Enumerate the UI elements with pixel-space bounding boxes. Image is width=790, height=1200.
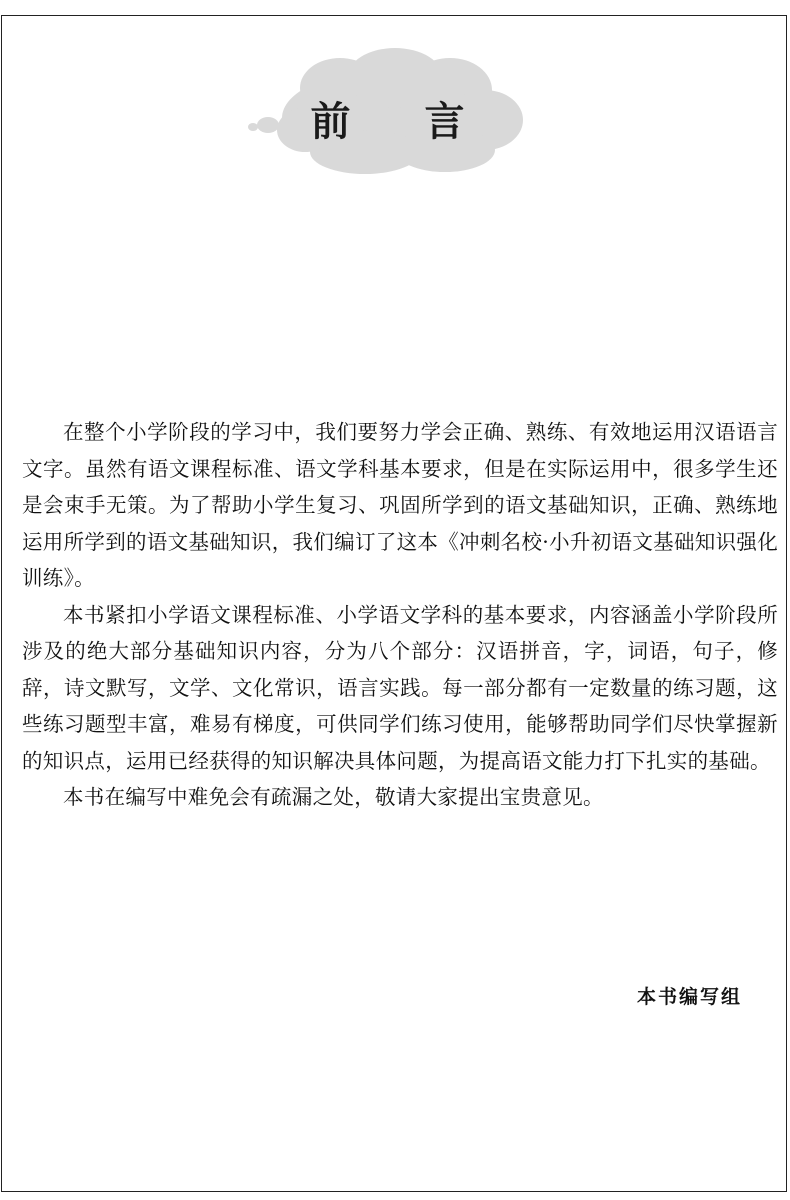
paragraph: 本书在编写中难免会有疏漏之处，敬请大家提出宝贵意见。 bbox=[63, 785, 604, 809]
paragraph: 本书紧扣小学语文课程标准、小学语文学科的基本要求，内容涵盖小学阶段所涉及的绝大部分基础知识内容，分为八个部分：汉语拼音，字，词语，句子，修辞，诗文默写，文学、文化常识，语言实践。每一部分都有一定数量的练习题，这些练习题型丰富，难易有梯度，可供同学们练习使用，能够帮助同学们尽快掌握新的知识点，运用已经获得的知识解决具体问题，为提高语文能力打下扎实的基础。 bbox=[22, 602, 778, 773]
paragraph: 在整个小学阶段的学习中，我们要努力学会正确、熟练、有效地运用汉语语言文字。虽然有语文课程标准、语文学科基本要求，但是在实际运用中，很多学生还是会束手无策。为了帮助小学生复习、巩固所学到的语文基础知识，正确、熟练地运用所学到的语文基础知识，我们编订了这本《冲刺名校·小升初语文基础知识强化训练》。 bbox=[22, 420, 778, 590]
preface-body bbox=[22, 414, 778, 816]
author-signature: 本书编写组 bbox=[636, 986, 742, 1008]
page-title: 前 言 bbox=[310, 99, 495, 145]
title-cloud-badge bbox=[245, 40, 530, 180]
